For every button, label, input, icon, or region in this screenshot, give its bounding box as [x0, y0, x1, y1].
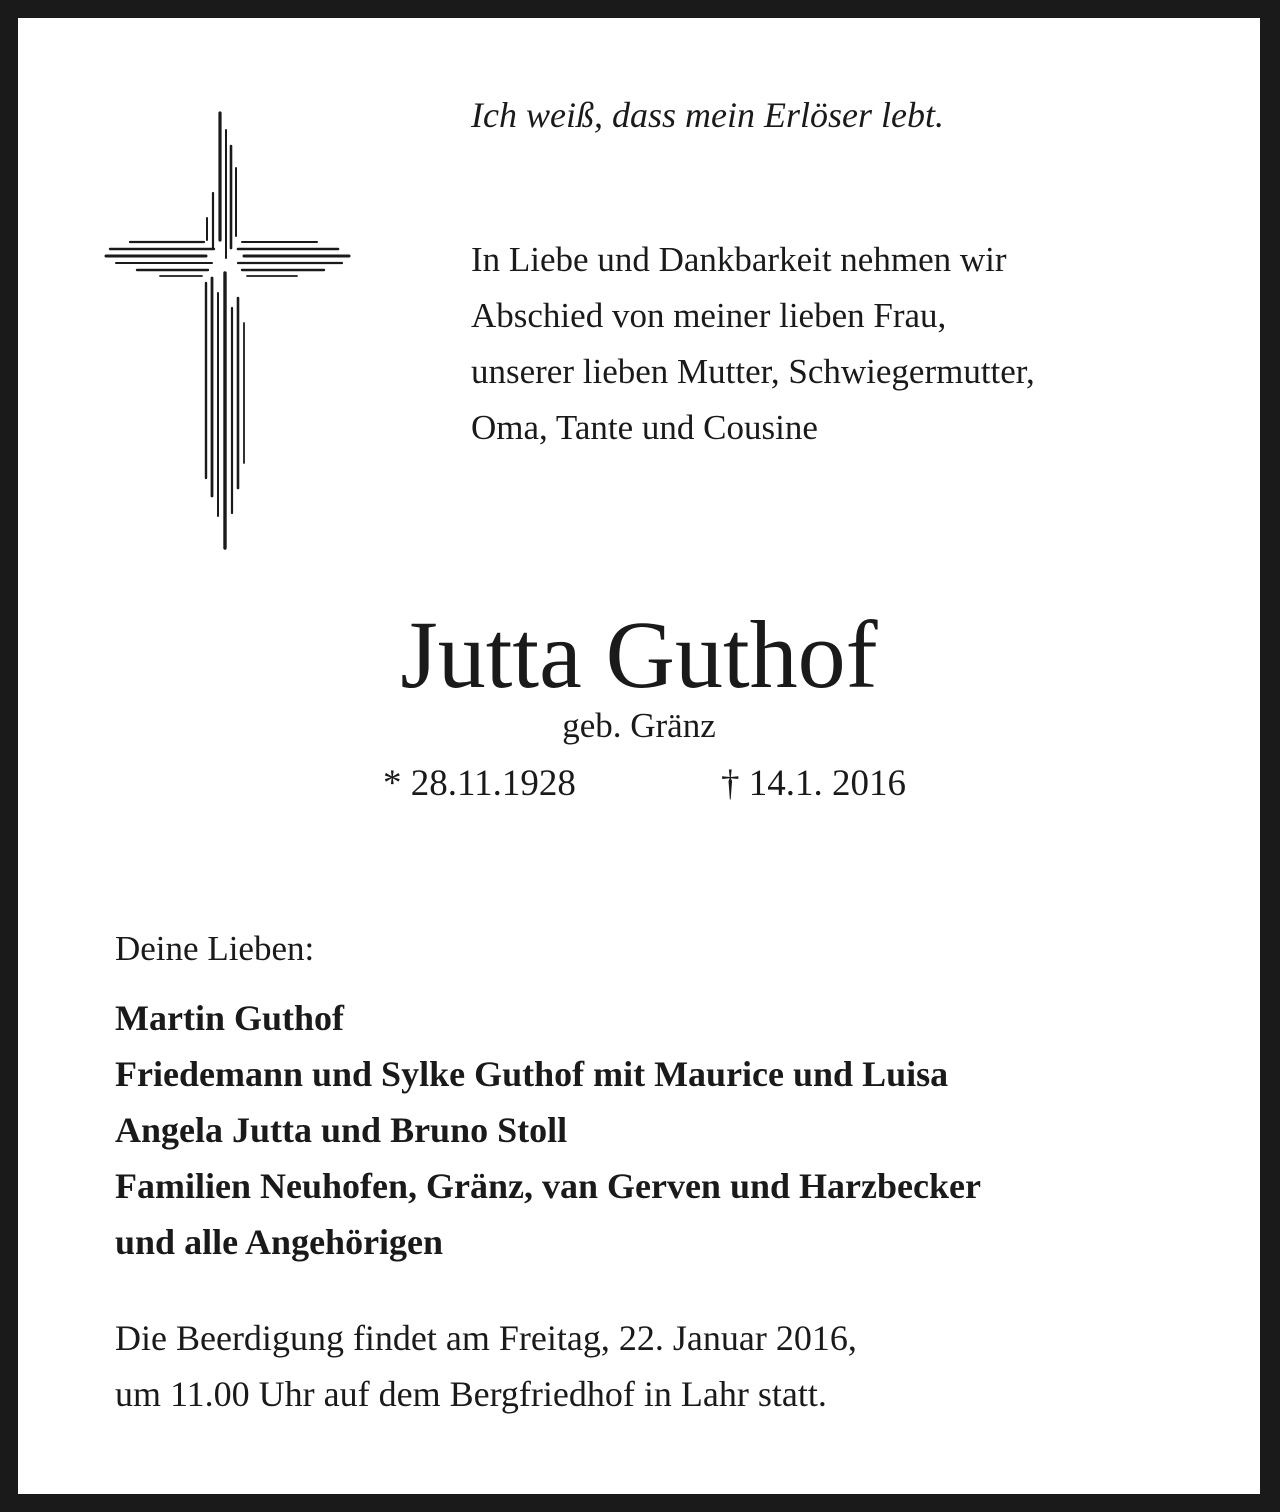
- mourner-line: und alle Angehörigen: [115, 1222, 444, 1262]
- mourner-line: Martin Guthof: [115, 998, 344, 1038]
- death-date: † 14.1. 2016: [721, 763, 906, 804]
- obituary-notice: [18, 18, 1260, 1494]
- mourners-list: [115, 990, 981, 1270]
- birth-date: * 28.11.1928: [383, 763, 576, 804]
- intro-line: Abschied von meiner lieben Frau,: [471, 296, 947, 335]
- cross-icon: [102, 108, 354, 553]
- funeral-line: um 11.00 Uhr auf dem Bergfriedhof in Lahr statt.: [115, 1374, 827, 1414]
- intro-line: In Liebe und Dankbarkeit nehmen wir: [471, 240, 1007, 279]
- intro-line: unserer lieben Mutter, Schwiegermutter,: [471, 352, 1035, 391]
- mourners-label: Deine Lieben:: [115, 929, 315, 968]
- intro-line: Oma, Tante und Cousine: [471, 408, 818, 447]
- intro-text: [471, 232, 1035, 456]
- bible-quote: Ich weiß, dass mein Erlöser lebt.: [471, 95, 944, 135]
- funeral-line: Die Beerdigung findet am Freitag, 22. Januar 2016,: [115, 1318, 857, 1358]
- mourner-line: Familien Neuhofen, Gränz, van Gerven und Harzbecker: [115, 1166, 981, 1206]
- mourner-line: Angela Jutta und Bruno Stoll: [115, 1110, 568, 1150]
- birth-name: geb. Gränz: [562, 706, 716, 745]
- funeral-info: [115, 1310, 857, 1422]
- deceased-name: Jutta Guthof: [400, 601, 878, 708]
- mourner-line: Friedemann und Sylke Guthof mit Maurice und Luisa: [115, 1054, 949, 1094]
